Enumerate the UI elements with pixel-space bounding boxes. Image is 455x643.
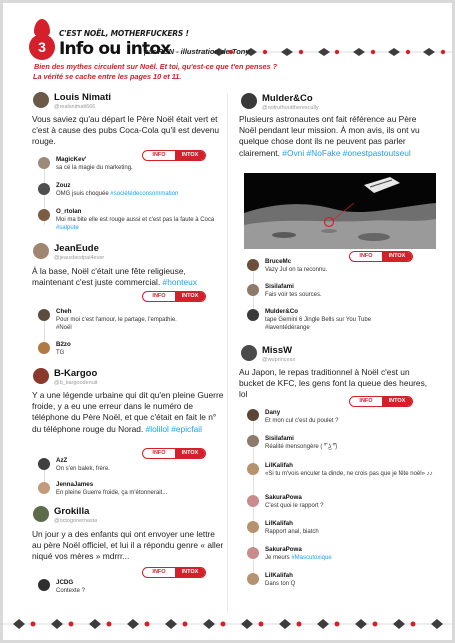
intox-option[interactable]: INTOX (175, 151, 205, 160)
comment-text: Vazy Jul on ta reconnu. (265, 267, 328, 273)
info-option[interactable]: INFO (152, 569, 166, 575)
post-author[interactable]: B-Kargoo (54, 368, 98, 379)
intox-option[interactable]: INTOX (382, 397, 412, 406)
info-option[interactable]: INFO (152, 450, 166, 456)
post-handle[interactable]: @jeausbestpal4ever (54, 255, 105, 261)
comment (56, 579, 216, 597)
avatar[interactable] (33, 368, 49, 384)
post-text: À la base, Noël c'était une fête religieuse, maintenant c'est juste commercial. #honteux (32, 266, 198, 288)
comment-text: Pour moi c'est l'amour, le partage, l'empathie. (56, 317, 177, 323)
post-mulder-co (241, 93, 436, 173)
comment-author[interactable]: SakuraPowa (265, 546, 302, 553)
avatar[interactable] (38, 183, 50, 195)
comment-text: Dans ton Q (265, 581, 296, 587)
avatar[interactable] (33, 92, 49, 108)
comment-text: sa cé la magie du marketing. (56, 165, 133, 171)
comment-text: Contexte ? (56, 588, 86, 594)
post-author[interactable]: JeanEude (54, 243, 99, 254)
comment-author[interactable]: B2zo (56, 341, 71, 348)
comment-text: tape Gemini 6 Jingle Bells sur You Tube (265, 317, 372, 323)
comment-author[interactable]: AzZ (56, 457, 68, 464)
comment (56, 457, 216, 475)
comment (56, 182, 216, 200)
post-b-kargoo (33, 368, 223, 448)
byline: par RUN - illustration de Tony (144, 47, 250, 56)
comment-text: On s'en balek, frère. (56, 466, 110, 472)
moon-photo[interactable] (244, 173, 436, 249)
post-handle[interactable]: @realsnimati666 (54, 104, 96, 110)
comment (265, 520, 425, 538)
section-number-badge: 3 (29, 34, 55, 60)
post-handle[interactable]: @wuprincess (262, 357, 296, 363)
avatar[interactable] (247, 309, 259, 321)
comment-author[interactable]: BruceMc (265, 258, 292, 265)
avatar[interactable] (38, 342, 50, 354)
avatar[interactable] (38, 482, 50, 494)
avatar[interactable] (247, 409, 259, 421)
lead-line-2: La vérité se cache entre les pages 10 et 11. (33, 72, 182, 81)
comment (56, 341, 216, 359)
hashtag[interactable]: #salpute (56, 225, 79, 231)
hashtag[interactable]: #Noël (56, 325, 72, 331)
comment-text: Fais voir tes sources. (265, 292, 322, 298)
comment (265, 258, 425, 276)
intox-option[interactable]: INTOX (175, 568, 205, 577)
hashtag[interactable]: #lolilol #epicfail (145, 423, 202, 434)
info-intox-toggle[interactable] (142, 291, 206, 302)
comment (265, 409, 425, 427)
comment (265, 283, 425, 301)
avatar[interactable] (38, 209, 50, 221)
post-handle[interactable]: @b_kargoodenuit (54, 380, 98, 386)
comment (265, 462, 435, 488)
comment-author[interactable]: JCDG (56, 579, 74, 586)
comment-author[interactable]: Dany (265, 409, 281, 416)
post-text: Au Japon, le repas traditionnel à Noël c'est un bucket de KFC, les gens font la queue des heures, lol (239, 367, 428, 400)
comment (265, 435, 425, 453)
comment-author[interactable]: Zouz (56, 182, 71, 189)
post-author[interactable]: Grokilla (54, 506, 90, 517)
avatar[interactable] (247, 435, 259, 447)
comment-text: TG (56, 350, 65, 356)
avatar[interactable] (247, 463, 259, 475)
comment (56, 156, 216, 174)
post-text: Vous saviez qu'au départ le Père Noël était vert et c'est à cause des pubs Coca-Cola qu'il est devenu rouge. (32, 114, 220, 147)
magazine-page (3, 3, 452, 640)
comment-author[interactable]: O_rtolan (56, 208, 82, 215)
comment-text: Moi ma bite elle est rouge aussi et c'est pas la faute à Coca #salpute (56, 217, 215, 231)
comment-author[interactable]: MagicKev' (56, 156, 87, 163)
avatar[interactable] (241, 93, 257, 109)
lead-line-1: Bien des mythes circulent sur Noël. Et toi, qu'est-ce que t'en penses ? (34, 62, 278, 71)
avatar[interactable] (38, 458, 50, 470)
post-author[interactable]: Louis Nimati (54, 92, 112, 103)
intox-option[interactable]: INTOX (175, 292, 205, 301)
comment-text: OMG jsuis choquée #sociétédeconsommation (56, 191, 179, 197)
comment-author[interactable]: SakuraPowa (265, 494, 302, 501)
post-handle[interactable]: @notruthouttherescully (262, 105, 319, 111)
comment-text: C'est quoi le rapport ? (265, 503, 324, 509)
comment-author[interactable]: LilKalifah (265, 520, 293, 527)
comment-text: Réalité mensongère ( ͡° ͜ʖ ͡°) (265, 444, 338, 450)
avatar[interactable] (247, 573, 259, 585)
avatar[interactable] (247, 547, 259, 559)
intox-option[interactable]: INTOX (382, 252, 412, 261)
comment (56, 308, 221, 330)
comment-author[interactable]: Sisilafami (265, 435, 294, 442)
comment (265, 308, 435, 336)
avatar[interactable] (247, 495, 259, 507)
comment-author[interactable]: LilKalifah (265, 462, 293, 469)
post-author[interactable]: Mulder&Co (262, 93, 313, 104)
column-divider (227, 93, 228, 613)
avatar[interactable] (33, 243, 49, 259)
hashtag[interactable]: #Mascutoxique (291, 555, 332, 561)
holly-garland-bottom (3, 615, 452, 633)
hashtag[interactable]: #laventédérange (265, 325, 310, 331)
comment-text: «Si tu m'vois enculer ta dinde, ne crois pas que je fête noël» ♪♪ (265, 471, 433, 477)
comment-author[interactable]: JennaJames (56, 481, 94, 488)
comment-text: Et mon cul c'est du poulet ? (265, 418, 339, 424)
info-intox-toggle[interactable] (142, 567, 206, 578)
avatar[interactable] (38, 309, 50, 321)
info-option[interactable]: INFO (152, 293, 166, 299)
avatar[interactable] (247, 284, 259, 296)
hashtag[interactable]: #Ovni #NoFake #onestpastoutseul (282, 147, 411, 158)
avatar[interactable] (241, 345, 257, 361)
post-text: Plusieurs astronautes ont fait référence au Père Noël pendant leur mission. À mon avis, ils ont vu quelque chose dont ils ne peuvent pas parler clairement. #Ovni #NoFake #onestpastoutseul (239, 114, 420, 158)
page-title: Info ou intox (59, 39, 171, 59)
post-text: Un jour y a des enfants qui ont envoyer une lettre au père Noël officiel, et lui il a répondu genre « aller niqué vos mères » mdrrr... (32, 529, 224, 562)
avatar[interactable] (38, 157, 50, 169)
avatar[interactable] (38, 579, 50, 591)
comment-text: Je meurs #Mascutoxique (265, 555, 332, 561)
info-intox-toggle[interactable] (349, 396, 413, 407)
comment-author[interactable]: Sisilafami (265, 283, 294, 290)
info-option[interactable]: INFO (152, 152, 166, 158)
post-handle[interactable]: @octogonemasta (54, 518, 98, 524)
comment (56, 481, 221, 499)
avatar[interactable] (33, 506, 49, 522)
kicker: C'EST NOËL, MOTHERFUCKERS ! (59, 29, 189, 38)
moon-landscape-image (244, 173, 436, 249)
comment-text: Rapport anal, biatch (265, 529, 319, 535)
avatar[interactable] (247, 259, 259, 271)
post-author[interactable]: MissW (262, 345, 293, 356)
info-option[interactable]: INFO (359, 253, 373, 259)
comment-author[interactable]: Mulder&Co (265, 308, 298, 315)
comment-text: En pleine Guerre froide, ça m'étonnerait... (56, 490, 168, 496)
post-text: Y a une légende urbaine qui dit qu'en pleine Guerre froide, y a eu une erreur dans le numéro de téléphone du Père Noël, et que c'était en fait le n° du téléphone rouge du Norad. #lolilol #epicfail (32, 390, 224, 434)
comment (265, 572, 425, 590)
comment (265, 494, 425, 512)
page-header (3, 3, 452, 89)
hashtag[interactable]: #sociétédeconsommation (110, 191, 179, 197)
comment (56, 208, 221, 234)
info-option[interactable]: INFO (359, 398, 373, 404)
intox-option[interactable]: INTOX (175, 449, 205, 458)
comment (265, 546, 425, 564)
avatar[interactable] (247, 521, 259, 533)
hashtag[interactable]: #honteux (162, 277, 198, 288)
comment-author[interactable]: Cheh (56, 308, 72, 315)
comment-author[interactable]: LilKalifah (265, 572, 293, 579)
